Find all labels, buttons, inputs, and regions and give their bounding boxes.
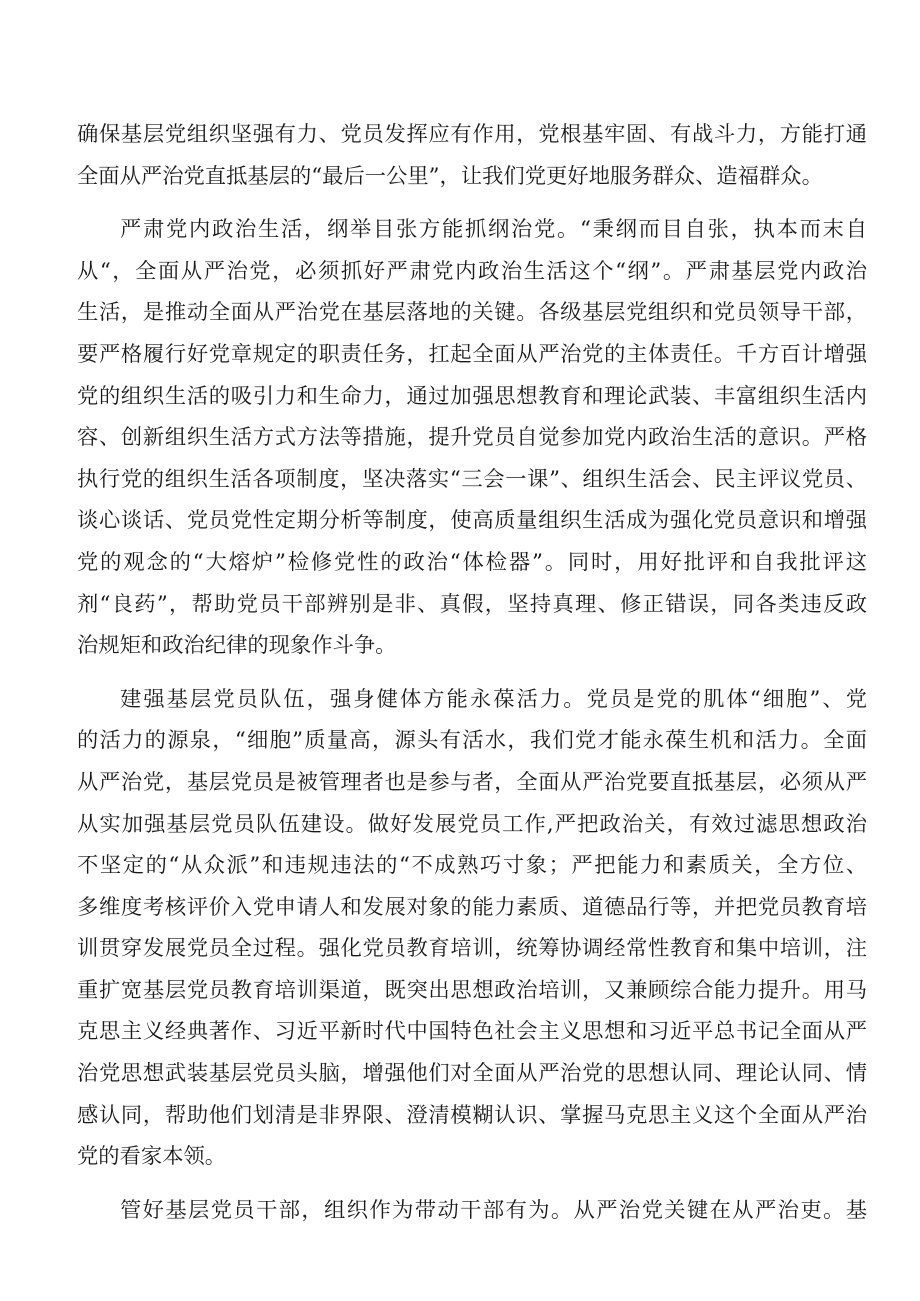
text-line: 生活，是推动全面从严治党在基层落地的关键。各级基层党组织和党员领导干部，	[77, 300, 867, 326]
text-line: 党的组织生活的吸引力和生命力，通过加强思想教育和理论武装、丰富组织生活内	[77, 383, 867, 409]
text-line: 执行党的组织生活各项制度，坚决落实“三会一课”、组织生活会、民主评议党员、	[77, 466, 867, 492]
text-line: 从实加强基层党员队伍建设。做好发展党员工作,严把政治关，有效过滤思想政治	[77, 811, 867, 837]
text-line: 感认同，帮助他们划清是非界限、澄清模糊认识、掌握马克思主义这个全面从严治	[77, 1102, 867, 1128]
text-line: 建强基层党员队伍，强身健体方能永葆活力。党员是党的肌体“细胞”、党	[120, 686, 867, 712]
paragraph-gap	[77, 197, 867, 209]
text-line: 要严格履行好党章规定的职责任务，扛起全面从严治党的主体责任。千方百计增强	[77, 341, 867, 367]
text-line: 严肃党内政治生活，纲举目张方能抓纲治党。“秉纲而目自张，执本而末自	[120, 217, 867, 243]
text-line: 的活力的源泉，“细胞”质量高，源头有活水，我们党才能永葆生机和活力。全面	[77, 728, 867, 754]
text-line: 不坚定的“从众派”和违规违法的“不成熟巧寸象；严把能力和素质关，全方位、	[77, 853, 867, 879]
text-line: 党的观念的“大熔炉”检修党性的政治“体检器”。同时，用好批评和自我批评这	[77, 549, 867, 575]
text-line: 确保基层党组织坚强有力、党员发挥应有作用，党根基牢固、有战斗力，方能打通	[77, 122, 867, 147]
text-line: 训贯穿发展党员全过程。强化党员教育培训，统筹协调经常性教育和集中培训，注	[77, 936, 867, 962]
paragraph-gap	[77, 1178, 867, 1190]
text-line: 治党思想武装基层党员头脑，增强他们对全面从严治党的思想认同、理论认同、情	[77, 1061, 867, 1087]
text-line: 剂“良药”，帮助党员干部辨别是非、真假，坚持真理、修正错误，同各类违反政	[77, 591, 867, 617]
paragraph	[77, 114, 867, 197]
paragraph	[77, 679, 867, 1178]
text-line: 从“，全面从严治党，必须抓好严肃党内政治生活这个“纲”。严肃基层党内政治	[77, 258, 867, 284]
paragraph	[77, 209, 867, 667]
text-line: 克思主义经典著作、习近平新时代中国特色社会主义思想和习近平总书记全面从严	[77, 1019, 867, 1045]
paragraph-gap	[77, 667, 867, 679]
text-line: 重扩宽基层党员教育培训渠道，既突出思想政治培训，又兼顾综合能力提升。用马	[77, 977, 867, 1003]
text-line: 容、创新组织生活方式方法等措施，提升党员自觉参加党内政治生活的意识。严格	[77, 425, 867, 451]
paragraph	[77, 1190, 867, 1232]
text-line: 治规矩和政治纪律的现象作斗争。	[77, 633, 397, 659]
text-line: 多维度考核评价入党申请人和发展对象的能力素质、道德品行等，并把党员教育培	[77, 894, 867, 920]
text-line: 管好基层党员干部，组织作为带动干部有为。从严治党关键在从严治吏。基	[120, 1197, 867, 1223]
text-line: 党的看家本领。	[77, 1144, 227, 1170]
text-line: 全面从严治党直抵基层的“最后一公里”，让我们党更好地服务群众、造福群众。	[77, 163, 823, 189]
document-body	[77, 114, 867, 1231]
text-line: 谈心谈话、党员党性定期分析等制度，使高质量组织生活成为强化党员意识和增强	[77, 508, 867, 534]
text-line: 从严治党，基层党员是被管理者也是参与者，全面从严治党要直抵基层，必须从严	[77, 769, 867, 795]
